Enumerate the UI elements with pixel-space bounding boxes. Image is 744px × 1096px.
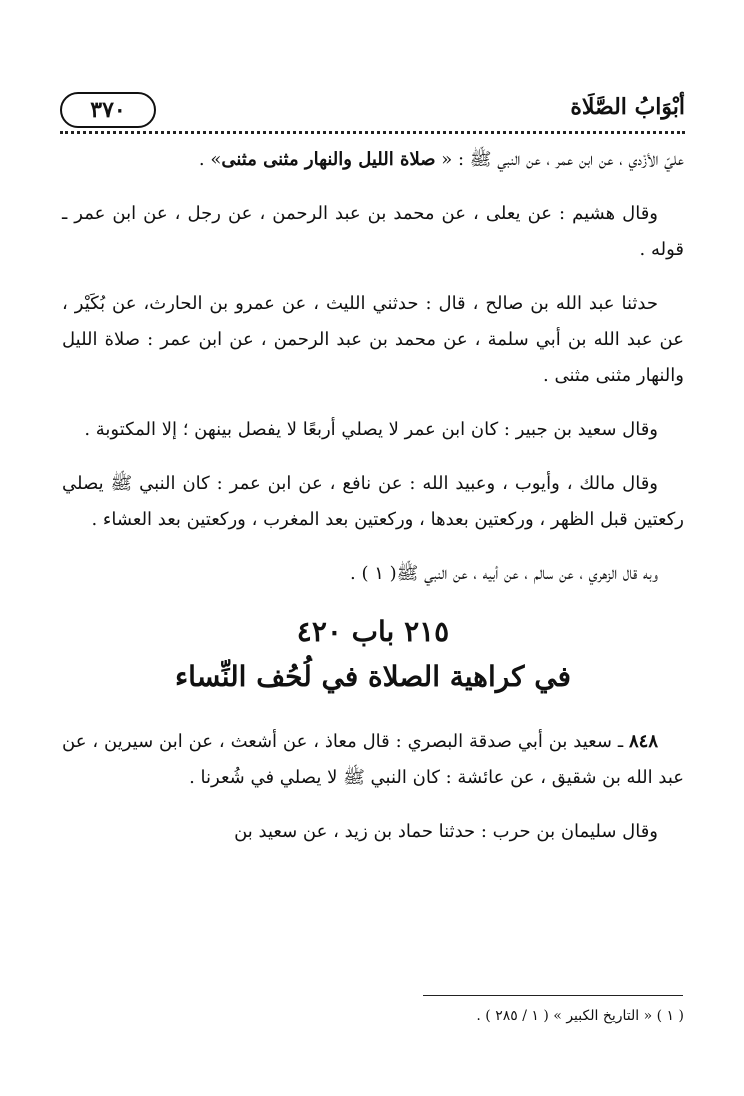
chapter-title: في كراهية الصلاة في لُحُف النِّساء bbox=[175, 660, 571, 693]
highlighted-hadith-text: صلاة الليل والنهار مثنى مثنى bbox=[221, 149, 436, 170]
hadith-text: ـ سعيد بن أبي صدقة البصري : قال معاذ ، عن أشعث ، عن ابن سيرين ، عن عبد الله بن شقيق ، عن عائشة : كان النبي ﷺ لا يصلي في شُعرنا . bbox=[62, 731, 684, 788]
paragraph: وقال سليمان بن حرب : حدثنا حماد بن زيد ، عن سعيد بن bbox=[234, 821, 658, 842]
hadith-paragraph bbox=[62, 724, 684, 796]
page-number-badge: ٣٧٠ bbox=[60, 92, 156, 128]
running-header bbox=[60, 86, 685, 132]
paragraph: حدثنا عبد الله بن صالح ، قال : حدثني الليث ، عن عمرو بن الحارث، عن بُكَيْر ، عن عبد الله بن أبي سلمة ، عن محمد بن عبد الرحمن ، عن ابن عمر : صلاة الليل والنهار مثنى مثنى . bbox=[62, 293, 684, 386]
paragraph: وقال مالك ، وأيوب ، وعبيد الله : عن نافع ، عن ابن عمر : كان النبي ﷺ يصلي ركعتين قبل الظهر ، وركعتين بعدها ، وركعتين بعد المغرب ، وركعتين بعد العشاء . bbox=[62, 473, 684, 530]
paragraph: وقال سعيد بن جبير : كان ابن عمر لا يصلي أربعًا لا يفصل بينهن ؛ إلا المكتوبة . bbox=[84, 419, 658, 440]
hadith-number: ٨٤٨ bbox=[628, 731, 658, 752]
header-divider bbox=[60, 131, 685, 134]
paragraph: وقال هشيم : عن يعلى ، عن محمد بن عبد الرحمن ، عن رجل ، عن ابن عمر ـ قوله . bbox=[62, 203, 684, 260]
section-title: أبْوَابُ الصَّلَاة bbox=[570, 94, 685, 120]
paragraph: وبه قال الزهري ، عن سالم ، عن أبيه ، عن النبي ﷺ( ١ ) . bbox=[350, 563, 658, 584]
paragraph: عليّ الأزْدي ، عن ابن عمر ، عن النبي ﷺ : « صلاة الليل والنهار مثنى مثنى» . bbox=[198, 149, 684, 170]
chapter-number: ٢١٥ باب ٤٢٠ bbox=[296, 615, 450, 648]
footnote: ( ١ ) « التاريخ الكبير » ( ١ / ٢٨٥ ) . bbox=[476, 1008, 684, 1024]
footnote-divider bbox=[423, 995, 683, 996]
page-body bbox=[62, 142, 684, 868]
chapter-heading bbox=[62, 610, 684, 700]
